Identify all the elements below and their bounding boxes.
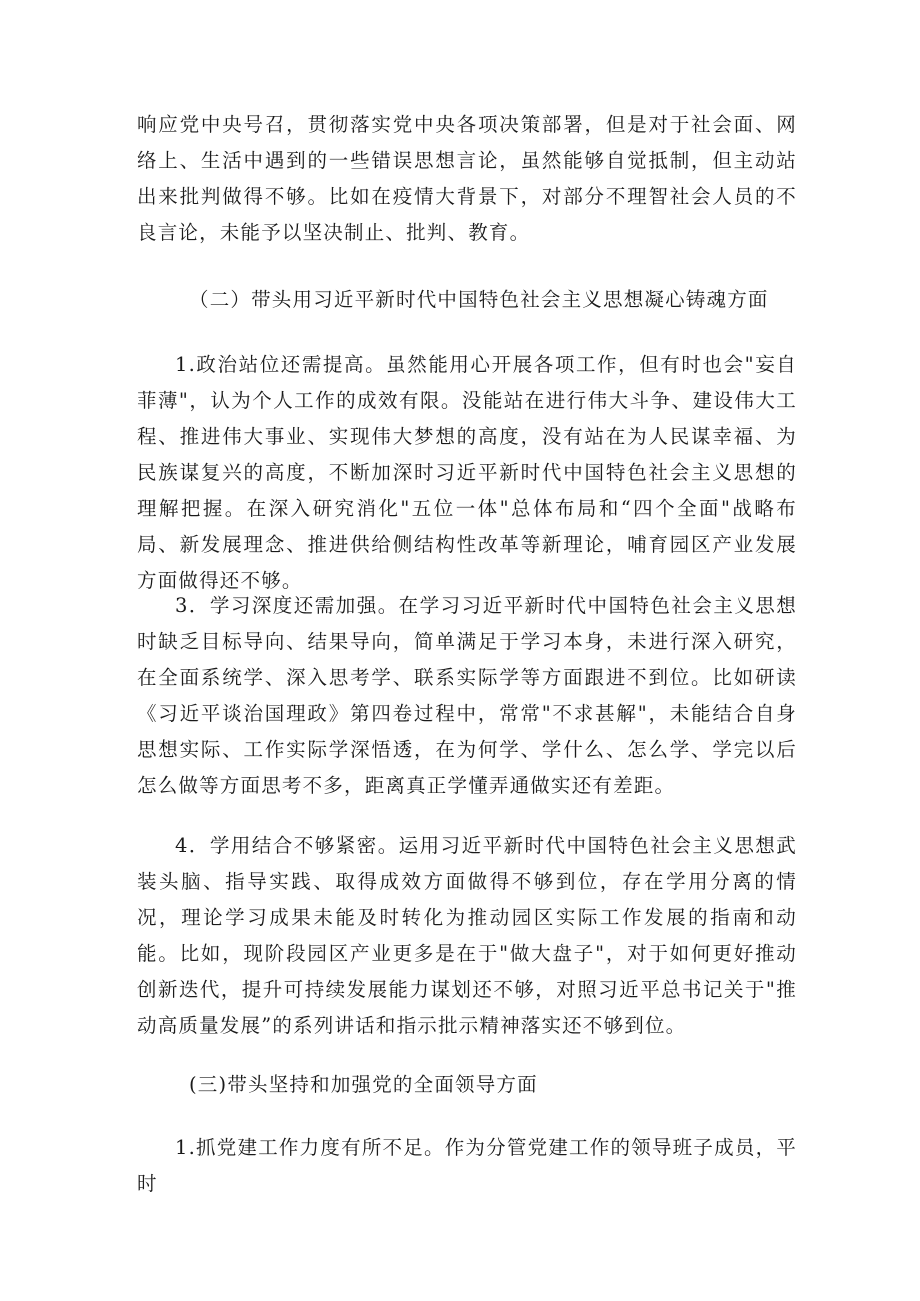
paragraph-item-4-study-application: 4．学用结合不够紧密。运用习近平新时代中国特色社会主义思想武装头脑、指导实践、取得成效方面做得不够到位，存在学用分离的情况，理论学习成果未能及时转化为推动园区实际工作发展的指南和动能。比如，现阶段园区产业更多是在于"做大盘子"，对于如何更好推动创新迭代，提升可持续发展能力谋划还不够，对照习近平总书记关于"推动高质量发展”的系列讲话和指示批示精神落实还不够到位。 (137, 834, 797, 1037)
section-heading-2: （二）带头用习近平新时代中国特色社会主义思想凝心铸魂方面 (189, 288, 769, 311)
paragraph-item-3-study-depth: 3．学习深度还需加强。在学习习近平新时代中国特色社会主义思想时缺乏目标导向、结果导向，简单满足于学习本身，未进行深入研究，在全面系统学、深入思考学、联系实际学等方面跟进不到位。比如研读《习近平谈治国理政》第四卷过程中，常常"不求甚解"，未能结合自身思想实际、工作实际学深悟透，在为何学、学什么、怎么学、学完以后怎么做等方面思考不多，距离真正学懂弄通做实还有差距。 (137, 594, 797, 797)
paragraph-opening: 响应党中央号召，贯彻落实党中央各项决策部署，但是对于社会面、网络上、生活中遇到的一些错误思想言论，虽然能够自觉抵制，但主动站出来批判做得不够。比如在疫情大背景下，对部分不理智社会人员的不良言论，未能予以坚决制止、批判、教育。 (137, 113, 797, 244)
paragraph-item-1-political-stance: 1.政治站位还需提高。虽然能用心开展各项工作，但有时也会"妄自菲薄"，认为个人工作的成效有限。没能站在进行伟大斗争、建设伟大工程、推进伟大事业、实现伟大梦想的高度，没有站在为人民谋幸福、为民族谋复兴的高度，不断加深时习近平新时代中国特色社会主义思想的理解把握。在深入研究消化"五位一体"总体布局和“四个全面"战略布局、新发展理念、推进供给侧结构性改革等新理论，哺育园区产业发展方面做得还不够。 (137, 353, 797, 592)
paragraph-item-1-party-building: 1.抓党建工作力度有所不足。作为分管党建工作的领导班子成员，平时 (137, 1136, 797, 1195)
section-heading-3: (三)带头坚持和加强党的全面领导方面 (189, 1073, 538, 1096)
